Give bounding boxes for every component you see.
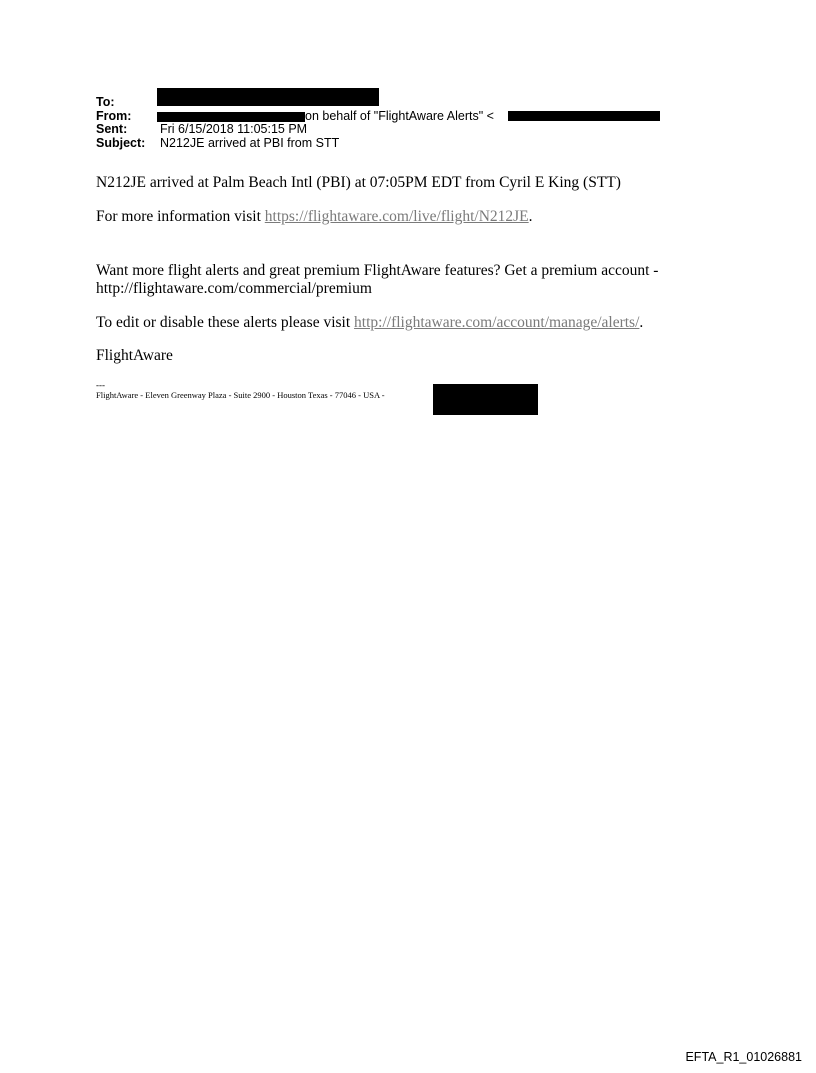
from-label: From:	[96, 108, 132, 123]
more-info-prefix: For more information visit	[96, 208, 265, 225]
footer-address-line	[96, 390, 385, 401]
subject-label: Subject:	[96, 135, 146, 150]
flight-link[interactable]: https://flightaware.com/live/flight/N212JE	[264, 208, 529, 225]
footer-redaction	[433, 384, 538, 415]
sent-value: Fri 6/15/2018 11:05:15 PM	[160, 122, 308, 136]
signature: FlightAware	[96, 347, 173, 364]
subject-value: N212JE arrived at PBI from STT	[160, 135, 340, 150]
sent-label: Sent:	[96, 122, 128, 136]
to-label: To:	[96, 95, 115, 109]
edit-alerts-line	[96, 314, 643, 332]
from-redaction-address	[508, 111, 660, 121]
more-info-suffix: .	[528, 208, 533, 225]
edit-suffix: .	[639, 314, 644, 331]
document-id: EFTA_R1_01026881	[685, 1050, 802, 1064]
arrival-line: N212JE arrived at Palm Beach Intl (PBI) at 07:05PM EDT from Cyril E King (STT)	[96, 174, 621, 191]
edit-prefix: To edit or disable these alerts please visit	[96, 314, 355, 331]
more-info-line	[96, 208, 533, 226]
from-redaction-sender	[157, 112, 305, 122]
footer-dashes: ---	[96, 380, 105, 390]
premium-line-2: http://flightaware.com/commercial/premium	[96, 280, 372, 297]
to-redaction	[157, 88, 379, 106]
footer-address: FlightAware - Eleven Greenway Plaza - Suite 2900 - Houston Texas - 77046 - USA -	[96, 390, 385, 400]
manage-alerts-link[interactable]: http://flightaware.com/account/manage/alerts/	[354, 314, 640, 331]
from-text: on behalf of "FlightAware Alerts" <	[305, 108, 494, 123]
premium-line-1: Want more flight alerts and great premium FlightAware features? Get a premium account -	[96, 262, 659, 279]
